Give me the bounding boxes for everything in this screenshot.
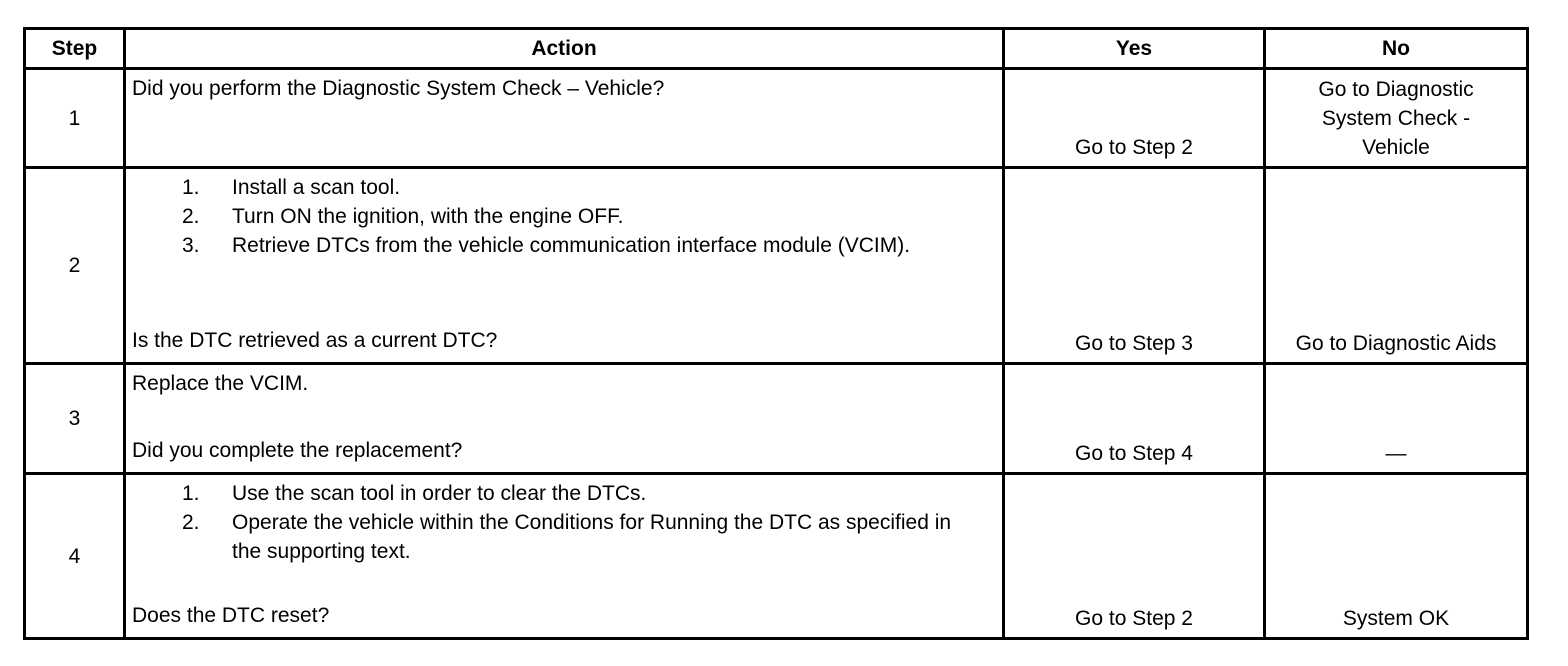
substep-number: 2.: [182, 511, 200, 534]
substep-text: Use the scan tool in order to clear the DTCs.: [232, 482, 647, 505]
substep-number: 1.: [182, 482, 200, 505]
header-step: Step: [25, 29, 125, 69]
action-text: Did you perform the Diagnostic System Check – Vehicle?: [132, 77, 665, 100]
substep-number: 2.: [182, 205, 200, 228]
yes-cell: Go to Step 4: [1004, 364, 1265, 474]
substep-item: [132, 173, 1002, 202]
header-row: [25, 29, 1528, 69]
substep-item: [132, 508, 1002, 566]
action-cell: [125, 69, 1004, 168]
step-number: 2: [25, 168, 125, 364]
step-number: 3: [25, 364, 125, 474]
table-row: [25, 69, 1528, 168]
header-action: Action: [125, 29, 1004, 69]
table-row: [25, 168, 1528, 364]
no-cell: [1265, 69, 1528, 168]
no-text: Go to Diagnostic System Check - Vehicle: [1318, 78, 1474, 159]
yes-cell: Go to Step 2: [1004, 69, 1265, 168]
step-number: 1: [25, 69, 125, 168]
diagnostic-table: [23, 27, 1529, 640]
action-cell: [125, 474, 1004, 639]
no-cell: System OK: [1265, 474, 1528, 639]
action-cell: [125, 168, 1004, 364]
action-question: Is the DTC retrieved as a current DTC?: [132, 329, 498, 352]
substep-item: [132, 479, 1002, 508]
step-number: 4: [25, 474, 125, 639]
table-row: [25, 364, 1528, 474]
no-cell: —: [1265, 364, 1528, 474]
substep-text: Operate the vehicle within the Conditions for Running the DTC as specified in the supporting text.: [232, 511, 952, 563]
header-yes: Yes: [1004, 29, 1265, 69]
substep-text: Install a scan tool.: [232, 176, 401, 199]
substep-text: Retrieve DTCs from the vehicle communication interface module (VCIM).: [232, 234, 911, 257]
substep-item: [132, 202, 1002, 231]
action-cell: [125, 364, 1004, 474]
substep-number: 1.: [182, 176, 200, 199]
no-cell: Go to Diagnostic Aids: [1265, 168, 1528, 364]
action-text: Replace the VCIM.: [132, 372, 309, 395]
substep-list: [132, 173, 1002, 260]
substep-item: [132, 231, 1002, 260]
substep-number: 3.: [182, 234, 200, 257]
action-question: Does the DTC reset?: [132, 604, 330, 627]
yes-cell: Go to Step 2: [1004, 474, 1265, 639]
substep-text: Turn ON the ignition, with the engine OFF.: [232, 205, 624, 228]
yes-cell: Go to Step 3: [1004, 168, 1265, 364]
table-row: [25, 474, 1528, 639]
substep-list: [132, 479, 1002, 566]
header-no: No: [1265, 29, 1528, 69]
action-question: Did you complete the replacement?: [132, 439, 463, 462]
